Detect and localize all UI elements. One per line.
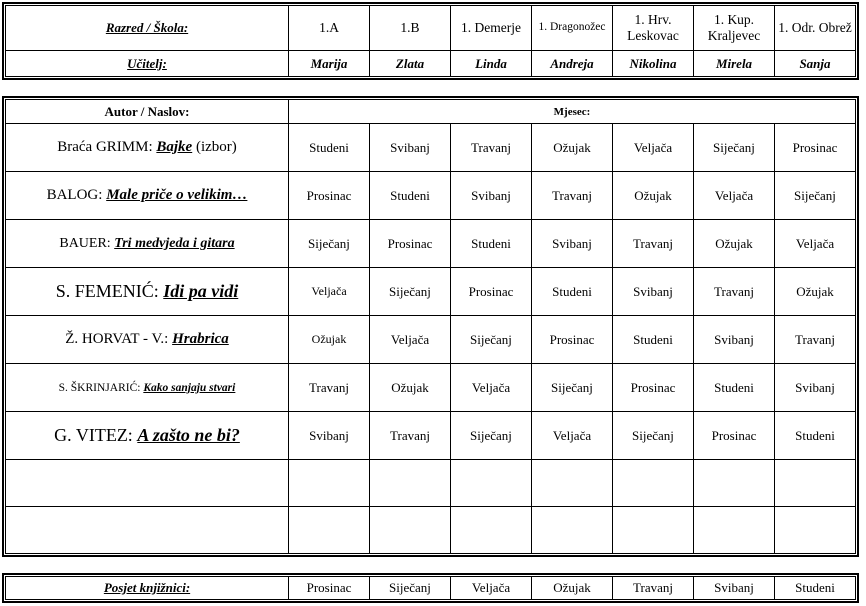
month-cell: Siječanj: [289, 220, 370, 268]
teacher-name: Marija: [289, 51, 370, 77]
library-label: Posjet knjižnici:: [6, 577, 289, 600]
month-cell: Ožujak: [532, 124, 613, 172]
empty-row: [6, 460, 856, 507]
book-title: Kako sanjaju stvari: [143, 381, 236, 394]
book-title-cell: [6, 268, 289, 316]
author-title-label: Autor / Naslov:: [6, 100, 289, 124]
empty-cell: [613, 460, 694, 507]
month-cell: Prosinac: [370, 220, 451, 268]
month-cell: Svibanj: [532, 220, 613, 268]
empty-row: [6, 507, 856, 554]
book-row: [6, 316, 856, 364]
class-name: 1. Hrv. Leskovac: [613, 6, 694, 51]
book-row: [6, 268, 856, 316]
month-cell: Veljača: [613, 124, 694, 172]
month-cell: Svibanj: [694, 316, 775, 364]
book-row: [6, 172, 856, 220]
month-cell: Travanj: [613, 220, 694, 268]
book-author: Ž. HORVAT - V.:: [65, 331, 173, 347]
month-cell: Veljača: [370, 316, 451, 364]
teacher-name: Sanja: [775, 51, 856, 77]
book-title-cell: [6, 316, 289, 364]
reading-schedule-table: [5, 99, 856, 554]
month-cell: Veljača: [694, 172, 775, 220]
month-cell: Svibanj: [613, 268, 694, 316]
empty-cell: [6, 460, 289, 507]
month-cell: Prosinac: [532, 316, 613, 364]
month-cell: Ožujak: [775, 268, 856, 316]
empty-cell: [370, 460, 451, 507]
month-cell: Veljača: [532, 412, 613, 460]
empty-cell: [775, 507, 856, 554]
month-cell: Veljača: [775, 220, 856, 268]
month-cell: Veljača: [451, 364, 532, 412]
month-cell: Ožujak: [289, 316, 370, 364]
month-cell: Prosinac: [289, 172, 370, 220]
book-author: BAUER:: [59, 235, 115, 251]
month-cell: Siječanj: [775, 172, 856, 220]
month-cell: Ožujak: [613, 172, 694, 220]
month-cell: Studeni: [451, 220, 532, 268]
month-cell: Siječanj: [451, 316, 532, 364]
book-note: (izbor): [192, 139, 237, 155]
empty-cell: [613, 507, 694, 554]
class-name: 1.B: [370, 6, 451, 51]
month-cell: Studeni: [694, 364, 775, 412]
library-visit-table: [5, 576, 856, 600]
empty-cell: [532, 507, 613, 554]
empty-cell: [289, 507, 370, 554]
month-cell: Siječanj: [370, 268, 451, 316]
month-cell: Svibanj: [370, 124, 451, 172]
book-title-cell: [6, 124, 289, 172]
book-row: [6, 220, 856, 268]
month-cell: Travanj: [370, 412, 451, 460]
month-cell: Studeni: [289, 124, 370, 172]
empty-cell: [694, 460, 775, 507]
month-cell: Veljača: [289, 268, 370, 316]
month-cell: Siječanj: [613, 412, 694, 460]
book-title-cell: [6, 172, 289, 220]
book-author: S. ŠKRINJARIĆ:: [58, 381, 144, 394]
empty-cell: [6, 507, 289, 554]
book-title: Male priče o velikim…: [106, 187, 248, 203]
library-row: [6, 577, 856, 600]
schedule-header-row: [6, 100, 856, 124]
teacher-row: [6, 51, 856, 77]
month-cell: Travanj: [451, 124, 532, 172]
month-cell: Svibanj: [451, 172, 532, 220]
month-cell: Studeni: [532, 268, 613, 316]
book-row: [6, 412, 856, 460]
class-name: 1. Kup. Kraljevec: [694, 6, 775, 51]
month-cell: Prosinac: [775, 124, 856, 172]
month-cell: Prosinac: [289, 577, 370, 600]
month-cell: Siječanj: [451, 412, 532, 460]
teacher-name: Andreja: [532, 51, 613, 77]
class-header-table: [5, 5, 856, 77]
teacher-name: Zlata: [370, 51, 451, 77]
class-name: 1. Odr. Obrež: [775, 6, 856, 51]
book-author: G. VITEZ:: [54, 425, 138, 445]
month-cell: Siječanj: [694, 124, 775, 172]
book-author: S. FEMENIĆ:: [55, 281, 164, 301]
month-cell: Prosinac: [451, 268, 532, 316]
class-name: 1.A: [289, 6, 370, 51]
month-cell: Svibanj: [694, 577, 775, 600]
month-cell: Travanj: [289, 364, 370, 412]
month-cell: Ožujak: [370, 364, 451, 412]
book-title-cell: [6, 220, 289, 268]
month-cell: Prosinac: [694, 412, 775, 460]
month-cell: Ožujak: [694, 220, 775, 268]
month-cell: Ožujak: [532, 577, 613, 600]
month-cell: Travanj: [694, 268, 775, 316]
month-cell: Siječanj: [532, 364, 613, 412]
month-cell: Studeni: [775, 412, 856, 460]
teacher-label: Učitelj:: [6, 51, 289, 77]
book-title: Tri medvjeda i gitara: [114, 235, 235, 251]
empty-cell: [451, 507, 532, 554]
book-row: [6, 364, 856, 412]
month-cell: Travanj: [613, 577, 694, 600]
empty-cell: [289, 460, 370, 507]
teacher-name: Nikolina: [613, 51, 694, 77]
empty-cell: [370, 507, 451, 554]
book-title-cell: [6, 412, 289, 460]
month-cell: Travanj: [532, 172, 613, 220]
book-author: Braća GRIMM:: [57, 139, 157, 155]
empty-cell: [532, 460, 613, 507]
month-cell: Studeni: [370, 172, 451, 220]
month-label: Mjesec:: [289, 100, 856, 124]
month-cell: Travanj: [775, 316, 856, 364]
teacher-name: Linda: [451, 51, 532, 77]
class-name: 1. Dragonožec: [532, 6, 613, 51]
book-title: Hrabrica: [172, 331, 229, 347]
empty-cell: [775, 460, 856, 507]
book-title: Idi pa vidi: [163, 281, 239, 301]
empty-cell: [451, 460, 532, 507]
book-title: Bajke: [156, 139, 193, 155]
class-name: 1. Demerje: [451, 6, 532, 51]
month-cell: Veljača: [451, 577, 532, 600]
month-cell: Siječanj: [370, 577, 451, 600]
month-cell: Studeni: [775, 577, 856, 600]
empty-cell: [694, 507, 775, 554]
class-row: [6, 6, 856, 51]
month-cell: Studeni: [613, 316, 694, 364]
book-title: A zašto ne bi?: [137, 425, 240, 445]
book-author: BALOG:: [46, 187, 107, 203]
book-title-cell: [6, 364, 289, 412]
book-row: [6, 124, 856, 172]
school-label: Razred / Škola:: [6, 6, 289, 51]
teacher-name: Mirela: [694, 51, 775, 77]
month-cell: Svibanj: [289, 412, 370, 460]
month-cell: Svibanj: [775, 364, 856, 412]
month-cell: Prosinac: [613, 364, 694, 412]
